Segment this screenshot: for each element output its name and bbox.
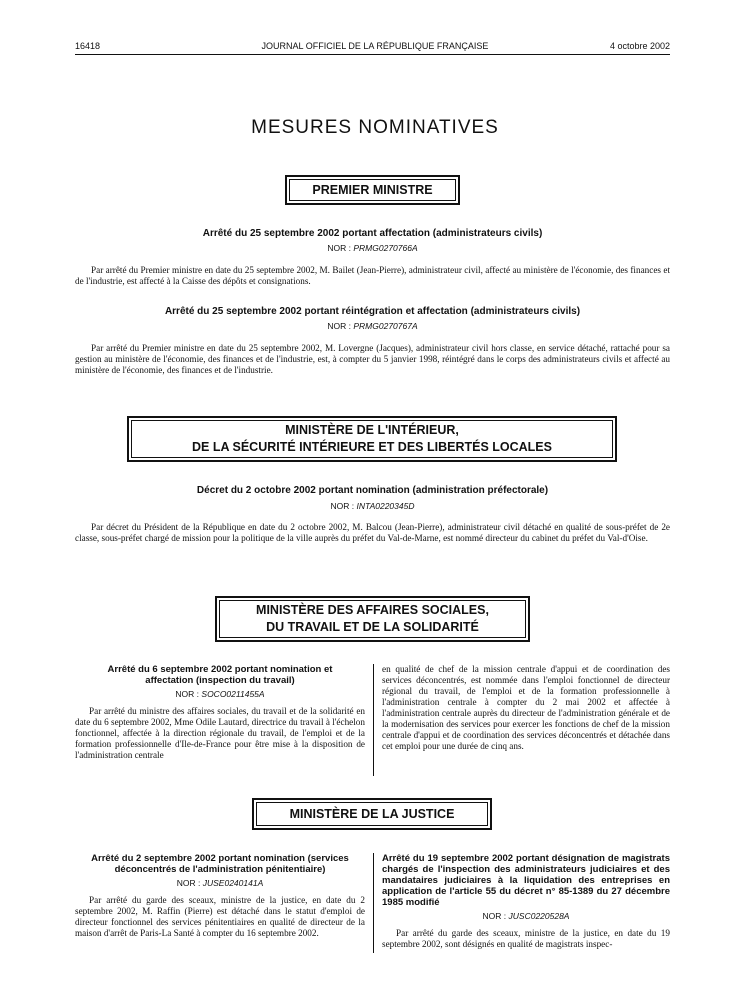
section-heading-line: MINISTÈRE DE L'INTÉRIEUR, [285,423,459,437]
nor-label: NOR : [330,501,355,511]
nor-reference [382,911,670,922]
article-title: Arrêté du 6 septembre 2002 portant nomination et affectation (inspection du travail) [107,664,333,686]
nor-reference [75,878,365,889]
article-text: Par arrêté du garde des sceaux, ministre de la justice, en date du 2 septembre 2002, M. Raffin (Pierre) est détaché dans le statut d'emploi de directeur fonctionnel des services pénitentiaires en qualité de directeur de la maison d'arrêt de Paris-La Santé à compter du 16 septembre 2002. [75,895,365,938]
column-divider [373,664,374,776]
article-title: Arrêté du 25 septembre 2002 portant réintégration et affectation (administrateurs civils) [164,306,581,317]
page-number: 16418 [75,41,101,51]
section-heading-justice [252,798,492,830]
nor-reference [75,501,670,511]
article-text: Par arrêté du Premier ministre en date du 25 septembre 2002, M. Lovergne (Jacques), administrateur civil hors classe, en service détaché, rattaché pour sa gestion au ministère de l'économie, des finances et de l'industrie, est, à compter du 5 janvier 1998, réintégré dans le corps des administrateurs civils et affecté au ministère de l'économie, des finances et de l'industrie. [75,343,670,375]
column-divider [373,853,374,953]
article-text-continued: en qualité de chef de la mission centrale d'appui et de coordination des services déconcentrés, est nommée dans l'emploi fonctionnel de directeur régional du travail, de l'emploi et de la formation professionnelle à l'administration centrale à compter du 2 mai 2002 et affectée à l'administration centrale auprès du directeur de l'administration générale et de la modernisation des services pour exercer les fonctions de chef de la mission centrale d'appui et de coordination des services déconcentrés et détachée dans cet emploi pour une durée de cinq ans. [382,664,670,751]
nor-code: JUSE0240141A [202,878,264,888]
section-heading-text: PREMIER MINISTRE [312,183,433,197]
issue-date: 4 octobre 2002 [609,41,670,51]
nor-code: JUSC0220528A [508,911,570,921]
nor-label: NOR : [176,878,201,888]
column-left [75,853,365,939]
nor-code: PRMG0270766A [353,243,418,253]
header-rule [75,54,670,55]
section-heading-line: DU TRAVAIL ET DE LA SOLIDARITÉ [266,620,479,634]
column-right [382,664,670,752]
section-heading-affaires-sociales [215,596,530,642]
section-heading-premier-ministre [285,175,460,205]
section-heading-line: DE LA SÉCURITÉ INTÉRIEURE ET DES LIBERTÉS LOCALES [192,440,552,454]
nor-label: NOR : [327,243,351,253]
nor-label: NOR : [482,911,507,921]
column-left [75,664,365,761]
article-text: Par décret du Président de la République en date du 2 octobre 2002, M. Balcou (Jean-Pierre), administrateur civil détaché en qualité de sous-préfet de 2e classe, sous-préfet chargé de mission pour la politique de la ville auprès du préfet du Val-de-Marne, est nommé directeur du cabinet du préfet du Val-d'Oise. [75,522,670,543]
nor-code: SOCO0211455A [201,689,265,699]
journal-name: JOURNAL OFFICIEL DE LA RÉPUBLIQUE FRANÇAISE [261,41,489,51]
article-title: Arrêté du 25 septembre 2002 portant affectation (administrateurs civils) [202,228,543,239]
nor-reference [75,243,670,253]
section-heading-interieur [127,416,617,462]
article-title: Arrêté du 2 septembre 2002 portant nomination (services déconcentrés de l'administration pénitentiaire) [91,853,349,875]
nor-code: INTA0220345D [356,501,415,511]
nor-label: NOR : [175,689,200,699]
article-text: Par arrêté du ministre des affaires sociales, du travail et de la solidarité en date du 6 septembre 2002, Mme Odile Lautard, directrice du travail à l'échelon fonctionnel, affectée à la direction régionale du travail, de l'emploi et de la formation professionnelle d'Ile-de-France pour être mise à la disposition de l'administration centrale [75,706,365,760]
nor-code: PRMG0270767A [353,321,418,331]
article-title: Décret du 2 octobre 2002 portant nomination (administration préfectorale) [196,485,549,496]
page-title: MESURES NOMINATIVES [251,117,499,138]
article-text: Par arrêté du Premier ministre en date du 25 septembre 2002, M. Bailet (Jean-Pierre), administrateur civil, affecté au ministère de l'économie, des finances et de l'industrie, est affecté à la Caisse des dépôts et consignations. [75,265,670,286]
nor-label: NOR : [327,321,351,331]
nor-reference [75,321,670,331]
nor-reference [75,689,365,700]
section-heading-line: MINISTÈRE DES AFFAIRES SOCIALES, [256,603,489,617]
article-text: Par arrêté du garde des sceaux, ministre de la justice, en date du 19 septembre 2002, sont désignés en qualité de magistrats inspec- [382,928,670,949]
section-heading-text: MINISTÈRE DE LA JUSTICE [289,807,455,821]
column-right [382,853,670,950]
article-title: Arrêté du 19 septembre 2002 portant désignation de magistrats chargés de l'inspection des administrateurs judiciaires et des mandataires judiciaires à la liquidation des entreprises en application de l'article 55 du décret n° 85-1389 du 27 décembre 1985 modifié [382,853,670,908]
